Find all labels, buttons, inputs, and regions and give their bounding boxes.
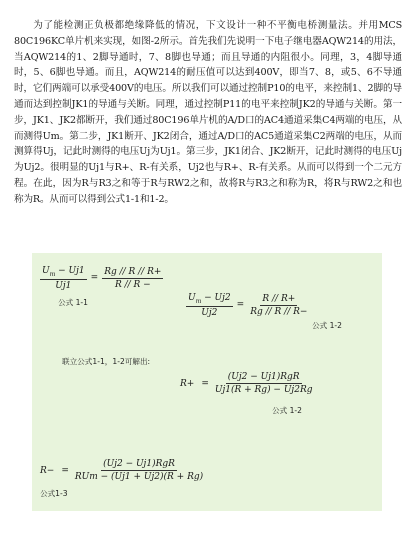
formula-1-2: $\frac{U_m - Uj2}{Uj2}$ = $\frac{R // R+}{Rg // R // R-}$ bbox=[188, 293, 308, 318]
formula-1-1-rhs: $\frac{Rg // R // R+}{R // R -}$ bbox=[104, 266, 162, 290]
formula-r-plus: R+ = $\frac{\text{(Uj2 − Uj1)RgR}}{Uj1(R + Rg) - Uj2Rg}$ bbox=[180, 372, 313, 395]
formula-1-1-label: 公式 1-1 bbox=[58, 298, 89, 307]
formula-1-1-lhs: $\frac{U_m - Uj1}{Uj1}$ bbox=[42, 266, 85, 291]
formula-r-minus: R− = $\frac{\text{(Uj2 − Uj1)RgR}}{\text{RUm − (Uj1 + Uj2)(R + Rg)}}$ bbox=[40, 459, 204, 482]
body-paragraph: 为了能检测正负极都绝缘降低的情况，下文设计一种不平衡电桥测量法。并用MCS 80C196KC单片机来实现，如图-2所示。首先我们先说明一下电子继电器AQW214的用法，当AQW214的1、2脚导通时，7、8脚也导通；而且导通的内阻很小。同理，3，4脚导通时，5、6脚也导通。而且，AQW214的耐压值可以达到400V，即当7、8，或5、6不导通时，它们两端可以承受400V的电压。所以我们可以通过控制P10的电平，来控制1、2脚的导通而达到控制JK1的导通与关断。同理，通过控制P11的电平来控制JK2的导通与关断。第一步，JK1、JK2都断开，我们通过80C196单片机的A/D口的AC4通道采集C4两端的电压，从而测得Um。第二步，JK1断开、JK2闭合，通过A/D口的AC5通道采集C2两端的电压，从而测算得Uj，记此时测得的电压Uj为Uj1。第三步，JK1闭合、JK2断开，记此时测得的电压Uj为Uj2。很明显的Uj1与R+、R-有关系，Uj2也与R+、R-有关系。从而可以得到一个二元方程。在此，因为R与R3之和等于R与RW2之和，故将R与R3之和称为R，将R与RW2之和也称为R。从而可以得到公式1-1和1-2。 bbox=[14, 20, 402, 205]
formula-1-2-rhs: $\frac{R // R+}{Rg // R // R-}$ bbox=[250, 293, 308, 317]
formula-r-minus-rhs: $\frac{\text{(Uj2 − Uj1)RgR}}{\text{RUm − (Uj1 + Uj2)(R + Rg)}}$ bbox=[74, 459, 204, 482]
joint-solve-label: 联立公式1-1，1-2可解出: bbox=[62, 357, 151, 366]
formula-1-2-lhs: $\frac{U_m - Uj2}{Uj2}$ bbox=[188, 293, 231, 318]
formula-1-1: $\frac{U_m - Uj1}{Uj1}$ = $\frac{Rg // R // R+}{R // R -}$ bbox=[42, 266, 162, 291]
formula-r-minus-label: 公式1-3 bbox=[40, 489, 68, 498]
formula-1-2-label: 公式 1-2 bbox=[312, 321, 343, 330]
formula-r-plus-label: 公式 1-2 bbox=[272, 406, 303, 415]
formula-r-plus-rhs: $\frac{\text{(Uj2 − Uj1)RgR}}{Uj1(R + Rg) - Uj2Rg}$ bbox=[214, 372, 313, 395]
